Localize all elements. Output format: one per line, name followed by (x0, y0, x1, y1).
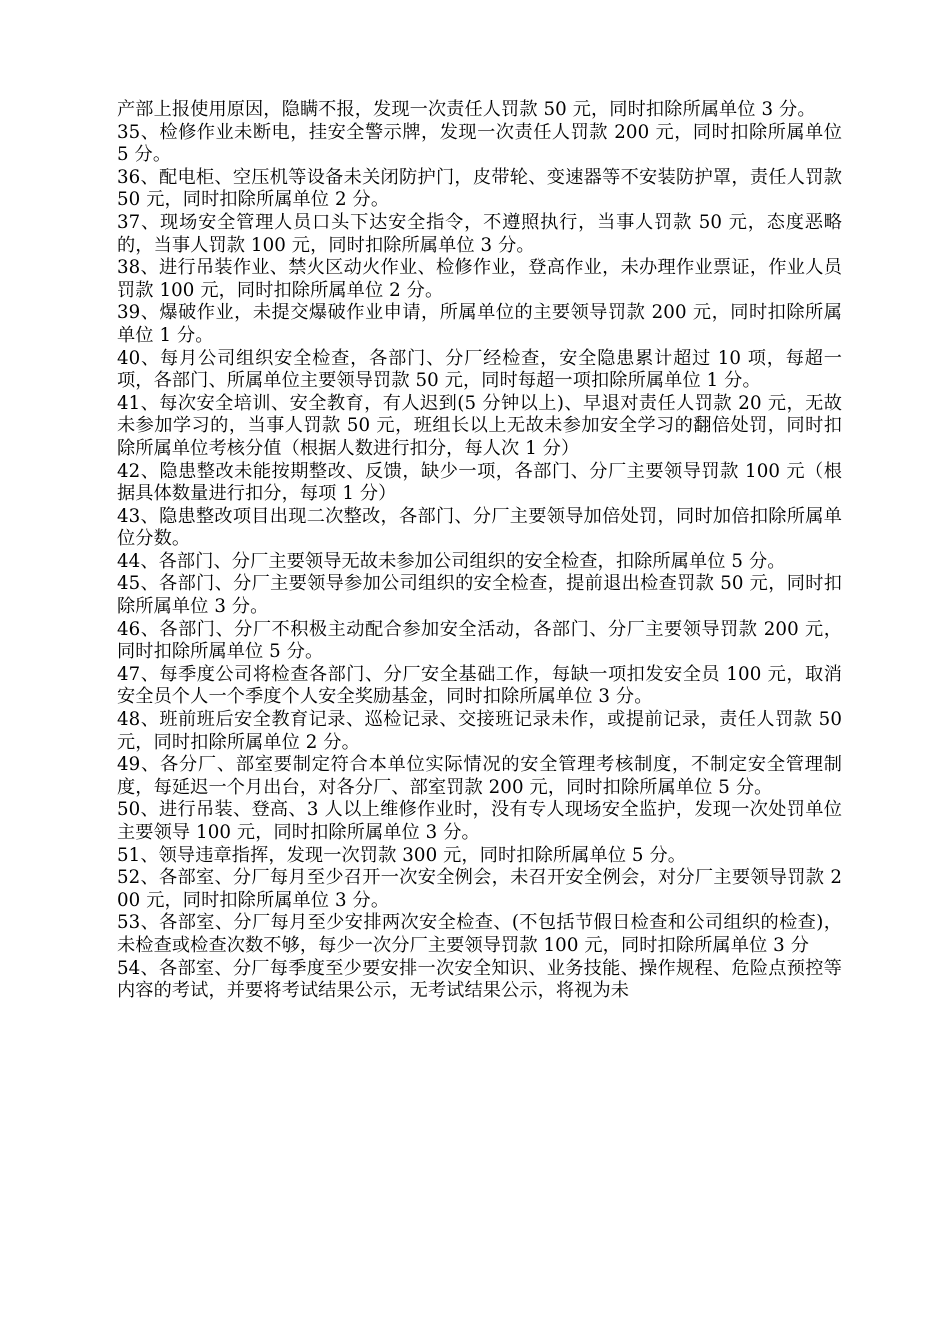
paragraph-item-44: 44、各部门、分厂主要领导无故未参加公司组织的安全检查，扣除所属单位 5 分。 (117, 550, 786, 572)
paragraph-continuation: 产部上报使用原因，隐瞒不报，发现一次责任人罚款 50 元，同时扣除所属单位 3 分。 (117, 99, 816, 120)
paragraph-item-35: 35、检修作业未断电，挂安全警示牌，发现一次责任人罚款 200 元，同时扣除所属单位 5 分。 (117, 121, 842, 166)
paragraph-item-45: 45、各部门、分厂主要领导参加公司组织的安全检查，提前退出检查罚款 50 元，同时扣除所属单位 3 分。 (117, 573, 842, 618)
paragraph-item-49: 49、各分厂、部室要制定符合本单位实际情况的安全管理考核制度，不制定安全管理制度，每延迟一个月出台，对各分厂、部室罚款 200 元，同时扣除所属单位 5 分。 (117, 754, 842, 798)
paragraph-item-52: 52、各部室、分厂每月至少召开一次安全例会，未召开安全例会，对分厂主要领导罚款 200 元，同时扣除所属单位 3 分。 (117, 867, 842, 911)
paragraph-item-53: 53、各部室、分厂每月至少安排两次安全检查、(不包括节假日检查和公司组织的检查)，未检查或检查次数不够，每少一次分厂主要领导罚款 100 元，同时扣除所属单位 3 分 (117, 912, 842, 956)
paragraph-item-37: 37、现场安全管理人员口头下达安全指令，不遵照执行，当事人罚款 50 元，态度恶略的，当事人罚款 100 元，同时扣除所属单位 3 分。 (117, 211, 842, 256)
paragraph-item-51: 51、领导违章指挥，发现一次罚款 300 元，同时扣除所属单位 5 分。 (117, 844, 687, 866)
paragraph-item-36: 36、配电柜、空压机等设备未关闭防护门，皮带轮、变速器等不安装防护罩，责任人罚款 50 元，同时扣除所属单位 2 分。 (117, 166, 842, 211)
paragraph-item-48: 48、班前班后安全教育记录、巡检记录、交接班记录未作，或提前记录，责任人罚款 50 元，同时扣除所属单位 2 分。 (117, 709, 842, 753)
paragraph-item-38: 38、进行吊装作业、禁火区动火作业、检修作业，登高作业，未办理作业票证，作业人员罚款 100 元，同时扣除所属单位 2 分。 (117, 257, 842, 301)
paragraph-item-42: 42、隐患整改未能按期整改、反馈，缺少一项，各部门、分厂主要领导罚款 100 元（根据具体数量进行扣分，每项 1 分） (117, 460, 842, 505)
paragraph-item-39: 39、爆破作业，未提交爆破作业申请，所属单位的主要领导罚款 200 元，同时扣除所属单位 1 分。 (117, 302, 842, 346)
document-body (117, 99, 842, 1003)
paragraph-item-40: 40、每月公司组织安全检查，各部门、分厂经检查，安全隐患累计超过 10 项，每超一项，各部门、所属单位主要领导罚款 50 元，同时每超一项扣除所属单位 1 分。 (117, 347, 842, 392)
paragraph-item-43: 43、隐患整改项目出现二次整改，各部门、分厂主要领导加倍处罚，同时加倍扣除所属单位分数。 (117, 505, 842, 550)
paragraph-item-46: 46、各部门、分厂不积极主动配合参加安全活动，各部门、分厂主要领导罚款 200 元，同时扣除所属单位 5 分。 (117, 618, 842, 663)
paragraph-item-54: 54、各部室、分厂每季度至少要安排一次安全知识、业务技能、操作规程、危险点预控等内容的考试，并要将考试结果公示，无考试结果公示，将视为未 (117, 957, 842, 1002)
paragraph-item-47: 47、每季度公司将检查各部门、分厂安全基础工作，每缺一项扣发安全员 100 元，取消安全员个人一个季度个人安全奖励基金，同时扣除所属单位 3 分。 (117, 663, 842, 708)
paragraph-item-50: 50、进行吊装、登高、3 人以上维修作业时，没有专人现场安全监护，发现一次处罚单位主要领导 100 元，同时扣除所属单位 3 分。 (117, 799, 842, 843)
paragraph-item-41: 41、每次安全培训、安全教育，有人迟到(5 分钟以上)、早退对责任人罚款 20 元，无故未参加学习的，当事人罚款 50 元，班组长以上无故未参加安全学习的翻倍处罚，同时扣除所属单位考核分值（根据人数进行扣分，每人次 1 分） (117, 392, 842, 459)
